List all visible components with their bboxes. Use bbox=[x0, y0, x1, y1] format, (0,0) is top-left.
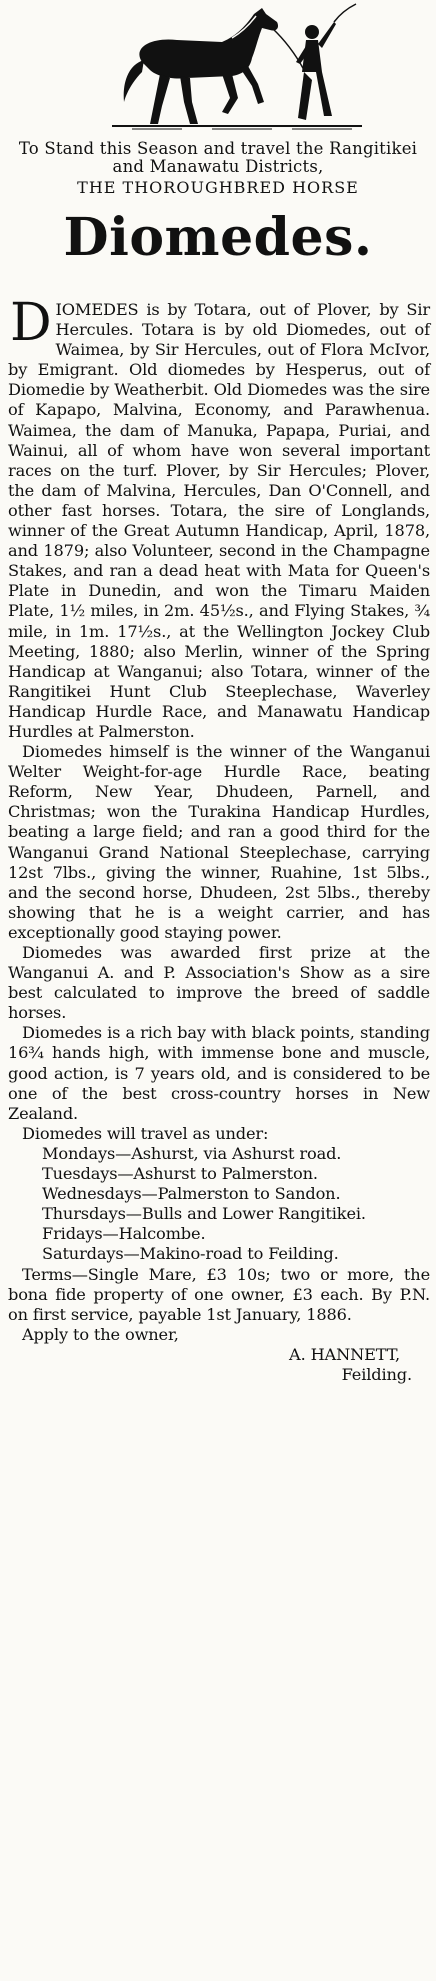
owner-signature bbox=[8, 1345, 430, 1385]
prize-paragraph: Diomedes was awarded first prize at the Wanganui A. and P. Association's Show as a sire best calculated to improve the breed of saddle horses. bbox=[8, 943, 430, 1023]
terms-paragraph: Terms—Single Mare, £3 10s; two or more, the bona fide property of one owner, £3 each. By P.N. on first service, payable 1st January, 1886. bbox=[8, 1264, 430, 1324]
horse-and-groom-woodcut-icon bbox=[72, 2, 372, 132]
advertisement-body bbox=[8, 293, 430, 1385]
drop-cap: D bbox=[10, 293, 52, 353]
apply-line: Apply to the owner, bbox=[22, 1324, 179, 1344]
travel-intro: Diomedes will travel as under: bbox=[22, 1123, 269, 1143]
race-record-paragraph: Diomedes himself is the winner of the Wanganui Welter Weight-for-age Hurdle Race, beating Reform, New Year, Dhudeen, Parnell, and Christmas; won the Turakina Handicap Hurdles, beating a large field; and ran a good third for the Wanganui Grand National Steeplechase, carrying 12st 7lbs., giving the winner, Ruahine, 1st 5lbs., and the second horse, Dhudeen, 2st 5lbs., thereby showing that he is a weight carrier, and has exceptionally good staying power. bbox=[8, 742, 430, 942]
owner-place: Feilding. bbox=[341, 1364, 412, 1384]
pedigree-text: IOMEDES is by Totara, out of Plover, by Sir Hercules. Totara is by old Diomedes, out of Waimea, by Sir Hercules, out of Flora McIvor, by Emigrant. Old diomedes by Hesperus, out of Diomedie by Weatherbit. Old Diomedes was the sire of Kapapo, Malvina, Economy, and Parawhenua. Waimea, the dam of Manuka, Papapa, Puriai, and Wainui, all of whom have won several important races on the turf. Plover, by Sir Hercules; Plover, the dam of Malvina, Hercules, Dan O'Connell, and other fast horses. Totara, the sire of Longlands, winner of the Great Autumn Handicap, April, 1878, and 1879; also Volunteer, second in the Champagne Stakes, and ran a dead heat with Mata for Queen's Plate in Dunedin, and won the Timaru Maiden Plate, 1½ miles, in 2m. 45½s., and Flying Stakes, ¾ mile, in 1m. 17½s., at the Wellington Jockey Club Meeting, 1880; also Merlin, winner of the Spring Handicap at Wanganui; also Totara, winner of the Rangitikei Hunt Club Steeplechase, Waverley Handicap Hurdle Race, and Manawatu Handicap Hurdles at Palmerston. bbox=[8, 300, 430, 741]
subtitle-line: THE THOROUGHBRED HORSE bbox=[77, 178, 359, 197]
schedule-item: Mondays—Ashurst, via Ashurst road. bbox=[42, 1143, 342, 1163]
schedule-item: Fridays—Halcombe. bbox=[42, 1224, 206, 1244]
schedule-item: Saturdays—Makino-road to Feilding. bbox=[42, 1244, 339, 1264]
schedule-item: Tuesdays—Ashurst to Palmerston. bbox=[42, 1164, 318, 1184]
schedule-item: Wednesdays—Palmerston to Sandon. bbox=[42, 1184, 341, 1204]
schedule-item: Thursdays—Bulls and Lower Rangitikei. bbox=[42, 1204, 366, 1224]
horse-name-title: Diomedes. bbox=[63, 207, 373, 268]
announcement-line: To Stand this Season and travel the Rangitikei and Manawatu Districts, bbox=[18, 139, 418, 176]
owner-name: A. HANNETT, bbox=[289, 1344, 400, 1364]
description-paragraph: Diomedes is a rich bay with black points, standing 16¾ hands high, with immense bone and muscle, good action, is 7 years old, and is considered to be one of the best cross-country horses in New Zealand. bbox=[8, 1023, 430, 1123]
pedigree-paragraph bbox=[8, 293, 430, 742]
travel-schedule bbox=[8, 1144, 430, 1265]
